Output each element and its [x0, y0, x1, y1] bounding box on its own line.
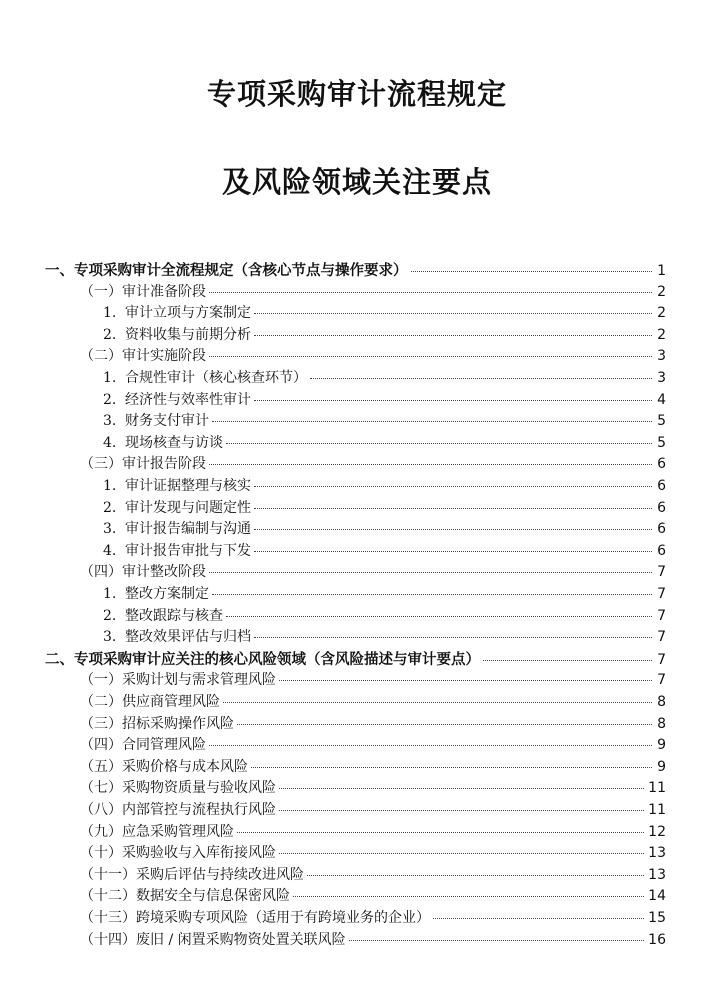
toc-entry-label	[45, 648, 480, 669]
toc-entry-text: （八）内部管控与流程执行风险	[80, 802, 276, 818]
toc-entry-label	[103, 605, 223, 625]
toc-page-number: 16	[648, 931, 666, 948]
toc-entry-text: 审计报告编制与沟通	[125, 521, 251, 538]
toc-dot-leader	[279, 853, 644, 854]
toc-dot-leader	[310, 378, 652, 379]
toc-dot-leader	[254, 529, 652, 530]
toc-entry-label	[103, 583, 209, 603]
toc-entry-number: 1.	[103, 586, 117, 602]
toc-entry-label	[80, 864, 304, 884]
toc-page-number: 6	[657, 521, 666, 538]
toc-entry[interactable]	[80, 453, 666, 474]
toc-page-number: 7	[657, 629, 666, 646]
toc-page-number: 6	[657, 542, 666, 559]
toc-dot-leader	[411, 271, 653, 272]
toc-entry[interactable]	[80, 799, 666, 820]
toc-entry-text: （一）采购计划与需求管理风险	[80, 672, 276, 689]
toc-entry-label	[103, 626, 251, 646]
toc-entry-number: 1.	[103, 305, 117, 322]
toc-dot-leader	[226, 443, 652, 444]
toc-page-number: 7	[657, 672, 666, 689]
toc-dot-leader	[254, 551, 652, 552]
toc-entry-text: （十一）采购后评估与持续改进风险	[80, 866, 304, 883]
toc-page-number: 7	[657, 564, 666, 581]
toc-entry[interactable]	[80, 821, 666, 842]
toc-page-number: 8	[657, 715, 666, 732]
toc-entry-label	[103, 410, 209, 430]
toc-entry-text: （九）应急采购管理风险	[80, 823, 234, 840]
toc-entry-text: （十）采购验收与入库衔接风险	[80, 845, 276, 862]
toc-entry-label	[80, 929, 346, 949]
toc-dot-leader	[209, 572, 652, 573]
toc-dot-leader	[307, 875, 644, 876]
toc-entry[interactable]	[80, 885, 666, 906]
toc-entry-number: 2.	[103, 499, 117, 516]
toc-dot-leader	[212, 421, 652, 422]
toc-dot-leader	[293, 896, 644, 897]
toc-entry-label	[80, 691, 220, 711]
toc-page-number: 4	[657, 391, 666, 408]
toc-entry-text: （二）供应商管理风险	[80, 694, 220, 710]
toc-page-number: 6	[657, 478, 666, 494]
toc-entry[interactable]	[80, 864, 666, 885]
toc-page-number: 11	[648, 802, 666, 818]
toc-entry-number: 4.	[103, 542, 117, 559]
toc-entry-label	[80, 561, 206, 581]
toc-dot-leader	[223, 702, 652, 703]
toc-dot-leader	[237, 724, 652, 725]
toc-entry[interactable]	[80, 907, 666, 928]
toc-dot-leader	[254, 400, 652, 401]
toc-entry-number: 3.	[103, 413, 117, 430]
toc-entry-text: （十二）数据安全与信息保密风险	[80, 888, 290, 905]
toc-entry[interactable]	[80, 713, 666, 734]
toc-entry[interactable]	[80, 842, 666, 863]
toc-dot-leader	[349, 940, 645, 941]
toc-entry-text: （五）采购价格与成本风险	[80, 758, 248, 775]
toc-entry-number: 4.	[103, 434, 117, 451]
toc-entry[interactable]	[80, 561, 666, 582]
toc-entry-number: 2.	[103, 326, 117, 343]
toc-entry-label	[103, 540, 251, 560]
toc-dot-leader	[209, 745, 652, 746]
toc-entry-label	[80, 669, 276, 689]
toc-entry[interactable]	[103, 410, 666, 431]
toc-entry[interactable]	[103, 583, 666, 604]
toc-dot-leader	[483, 660, 652, 661]
toc-entry[interactable]	[103, 367, 666, 388]
toc-entry-label	[80, 756, 248, 776]
toc-entry-number: 2.	[103, 391, 117, 408]
toc-entry[interactable]	[80, 345, 666, 366]
toc-page-number: 6	[657, 456, 666, 473]
toc-entry[interactable]	[103, 432, 666, 453]
toc-entry[interactable]	[45, 648, 666, 669]
toc-dot-leader	[279, 680, 652, 681]
toc-entry-text: 财务支付审计	[125, 413, 209, 430]
toc-entry-label	[80, 281, 206, 301]
toc-page-number: 6	[657, 499, 666, 516]
toc-entry-text: 审计发现与问题定性	[125, 499, 251, 516]
toc-entry-label	[80, 734, 206, 754]
toc-page-number: 9	[657, 758, 666, 775]
toc-page-number: 11	[648, 780, 666, 797]
toc-dot-leader	[254, 508, 652, 509]
toc-dot-leader	[279, 788, 644, 789]
toc-page-number: 1	[657, 263, 666, 279]
toc-entry-label	[80, 453, 206, 473]
toc-entry-label	[80, 713, 234, 733]
toc-page-number: 5	[657, 413, 666, 430]
toc-entry[interactable]	[80, 756, 666, 777]
toc-entry[interactable]	[80, 281, 666, 302]
toc-page-number: 5	[657, 434, 666, 451]
toc-entry-text: （一）审计准备阶段	[80, 283, 206, 300]
toc-entry[interactable]	[80, 777, 666, 798]
toc-page-number: 7	[657, 586, 666, 602]
toc-entry-label	[80, 885, 290, 905]
toc-entry[interactable]	[103, 540, 666, 561]
toc-entry-label	[103, 324, 251, 344]
toc-entry[interactable]	[80, 669, 666, 690]
toc-entry-number: 3.	[103, 629, 117, 646]
toc-entry[interactable]	[80, 929, 666, 950]
toc-entry-text: 二、专项采购审计应关注的核心风险领域（含风险描述与审计要点）	[45, 651, 480, 668]
toc-entry-number: 2.	[103, 607, 117, 624]
toc-entry[interactable]	[103, 389, 666, 410]
toc-entry-label	[45, 259, 408, 280]
toc-entry[interactable]	[80, 691, 666, 712]
toc-dot-leader	[226, 616, 652, 617]
toc-entry-text: 审计立项与方案制定	[125, 305, 251, 322]
toc-entry-text: 经济性与效率性审计	[125, 391, 251, 408]
toc-page-number: 13	[648, 845, 666, 862]
toc-entry-number: 3.	[103, 521, 117, 538]
document-title-line-2: 及风险领域关注要点	[221, 165, 492, 199]
toc-page-number: 2	[657, 305, 666, 322]
toc-entry-label	[103, 475, 251, 495]
toc-entry[interactable]	[80, 734, 666, 755]
toc-entry-text: （三）招标采购操作风险	[80, 715, 234, 732]
toc-entry-label	[103, 367, 307, 387]
toc-dot-leader	[254, 637, 652, 638]
toc-entry-number: 1.	[103, 370, 117, 386]
toc-entry-text: （七）采购物资质量与验收风险	[80, 780, 276, 797]
toc-entry[interactable]	[103, 324, 666, 345]
toc-entry[interactable]	[103, 626, 666, 647]
toc-entry-number: 1.	[103, 478, 117, 494]
toc-entry-text: （十四）废旧 / 闲置采购物资处置关联风险	[80, 931, 346, 948]
toc-entry-label	[80, 777, 276, 797]
toc-dot-leader	[212, 594, 652, 595]
toc-entry-label	[80, 842, 276, 862]
toc-entry-text: 审计报告审批与下发	[125, 542, 251, 559]
toc-entry-label	[103, 302, 251, 322]
toc-dot-leader	[254, 486, 652, 487]
toc-entry-label	[103, 518, 251, 538]
toc-page-number: 7	[657, 651, 666, 668]
toc-entry-text: （十三）跨境采购专项风险（适用于有跨境业务的企业）	[80, 910, 430, 926]
toc-entry[interactable]	[103, 497, 666, 518]
toc-page-number: 3	[657, 370, 666, 386]
toc-entry-text: 现场核查与访谈	[125, 434, 223, 451]
toc-entry-label	[103, 432, 223, 452]
toc-page-number: 2	[657, 326, 666, 343]
toc-dot-leader	[251, 767, 652, 768]
toc-page-number: 7	[657, 607, 666, 624]
toc-entry[interactable]	[103, 302, 666, 323]
toc-dot-leader	[254, 313, 652, 314]
toc-dot-leader	[209, 292, 652, 293]
toc-entry-label	[80, 345, 206, 365]
toc-dot-leader	[209, 356, 652, 357]
toc-entry[interactable]	[103, 605, 666, 626]
toc-page-number: 2	[657, 283, 666, 300]
toc-dot-leader	[237, 832, 644, 833]
toc-page-number: 15	[648, 910, 666, 926]
toc-entry-text: 整改效果评估与归档	[125, 629, 251, 646]
toc-dot-leader	[433, 918, 644, 919]
toc-entry-label	[80, 907, 430, 927]
toc-entry-text: 合规性审计（核心核查环节）	[125, 370, 307, 386]
toc-page-number: 13	[648, 866, 666, 883]
toc-entry-text: 资料收集与前期分析	[125, 326, 251, 343]
toc-entry-label	[80, 821, 234, 841]
toc-page-number: 12	[648, 823, 666, 840]
toc-entry-text: （四）合同管理风险	[80, 737, 206, 754]
toc-entry-label	[80, 799, 276, 819]
toc-entry[interactable]	[45, 259, 666, 280]
toc-entry-text: （三）审计报告阶段	[80, 456, 206, 473]
toc-entry[interactable]	[103, 475, 666, 496]
toc-entry-text: 整改方案制定	[125, 586, 209, 602]
toc-entry-text: 一、专项采购审计全流程规定（含核心节点与操作要求）	[45, 263, 408, 279]
toc-page-number: 8	[657, 694, 666, 710]
toc-entry-text: （二）审计实施阶段	[80, 348, 206, 365]
toc-dot-leader	[279, 810, 644, 811]
toc-entry[interactable]	[103, 518, 666, 539]
toc-entry-label	[103, 497, 251, 517]
toc-entry-label	[103, 389, 251, 409]
toc-dot-leader	[254, 335, 652, 336]
toc-page-number: 3	[657, 348, 666, 365]
toc-entry-text: （四）审计整改阶段	[80, 564, 206, 581]
toc-dot-leader	[209, 464, 652, 465]
toc-entry-text: 审计证据整理与核实	[125, 478, 251, 494]
toc-entry-text: 整改跟踪与核查	[125, 607, 223, 624]
toc-page-number: 9	[657, 737, 666, 754]
toc-page-number: 14	[648, 888, 666, 905]
document-title-line-1: 专项采购审计流程规定	[206, 77, 507, 111]
